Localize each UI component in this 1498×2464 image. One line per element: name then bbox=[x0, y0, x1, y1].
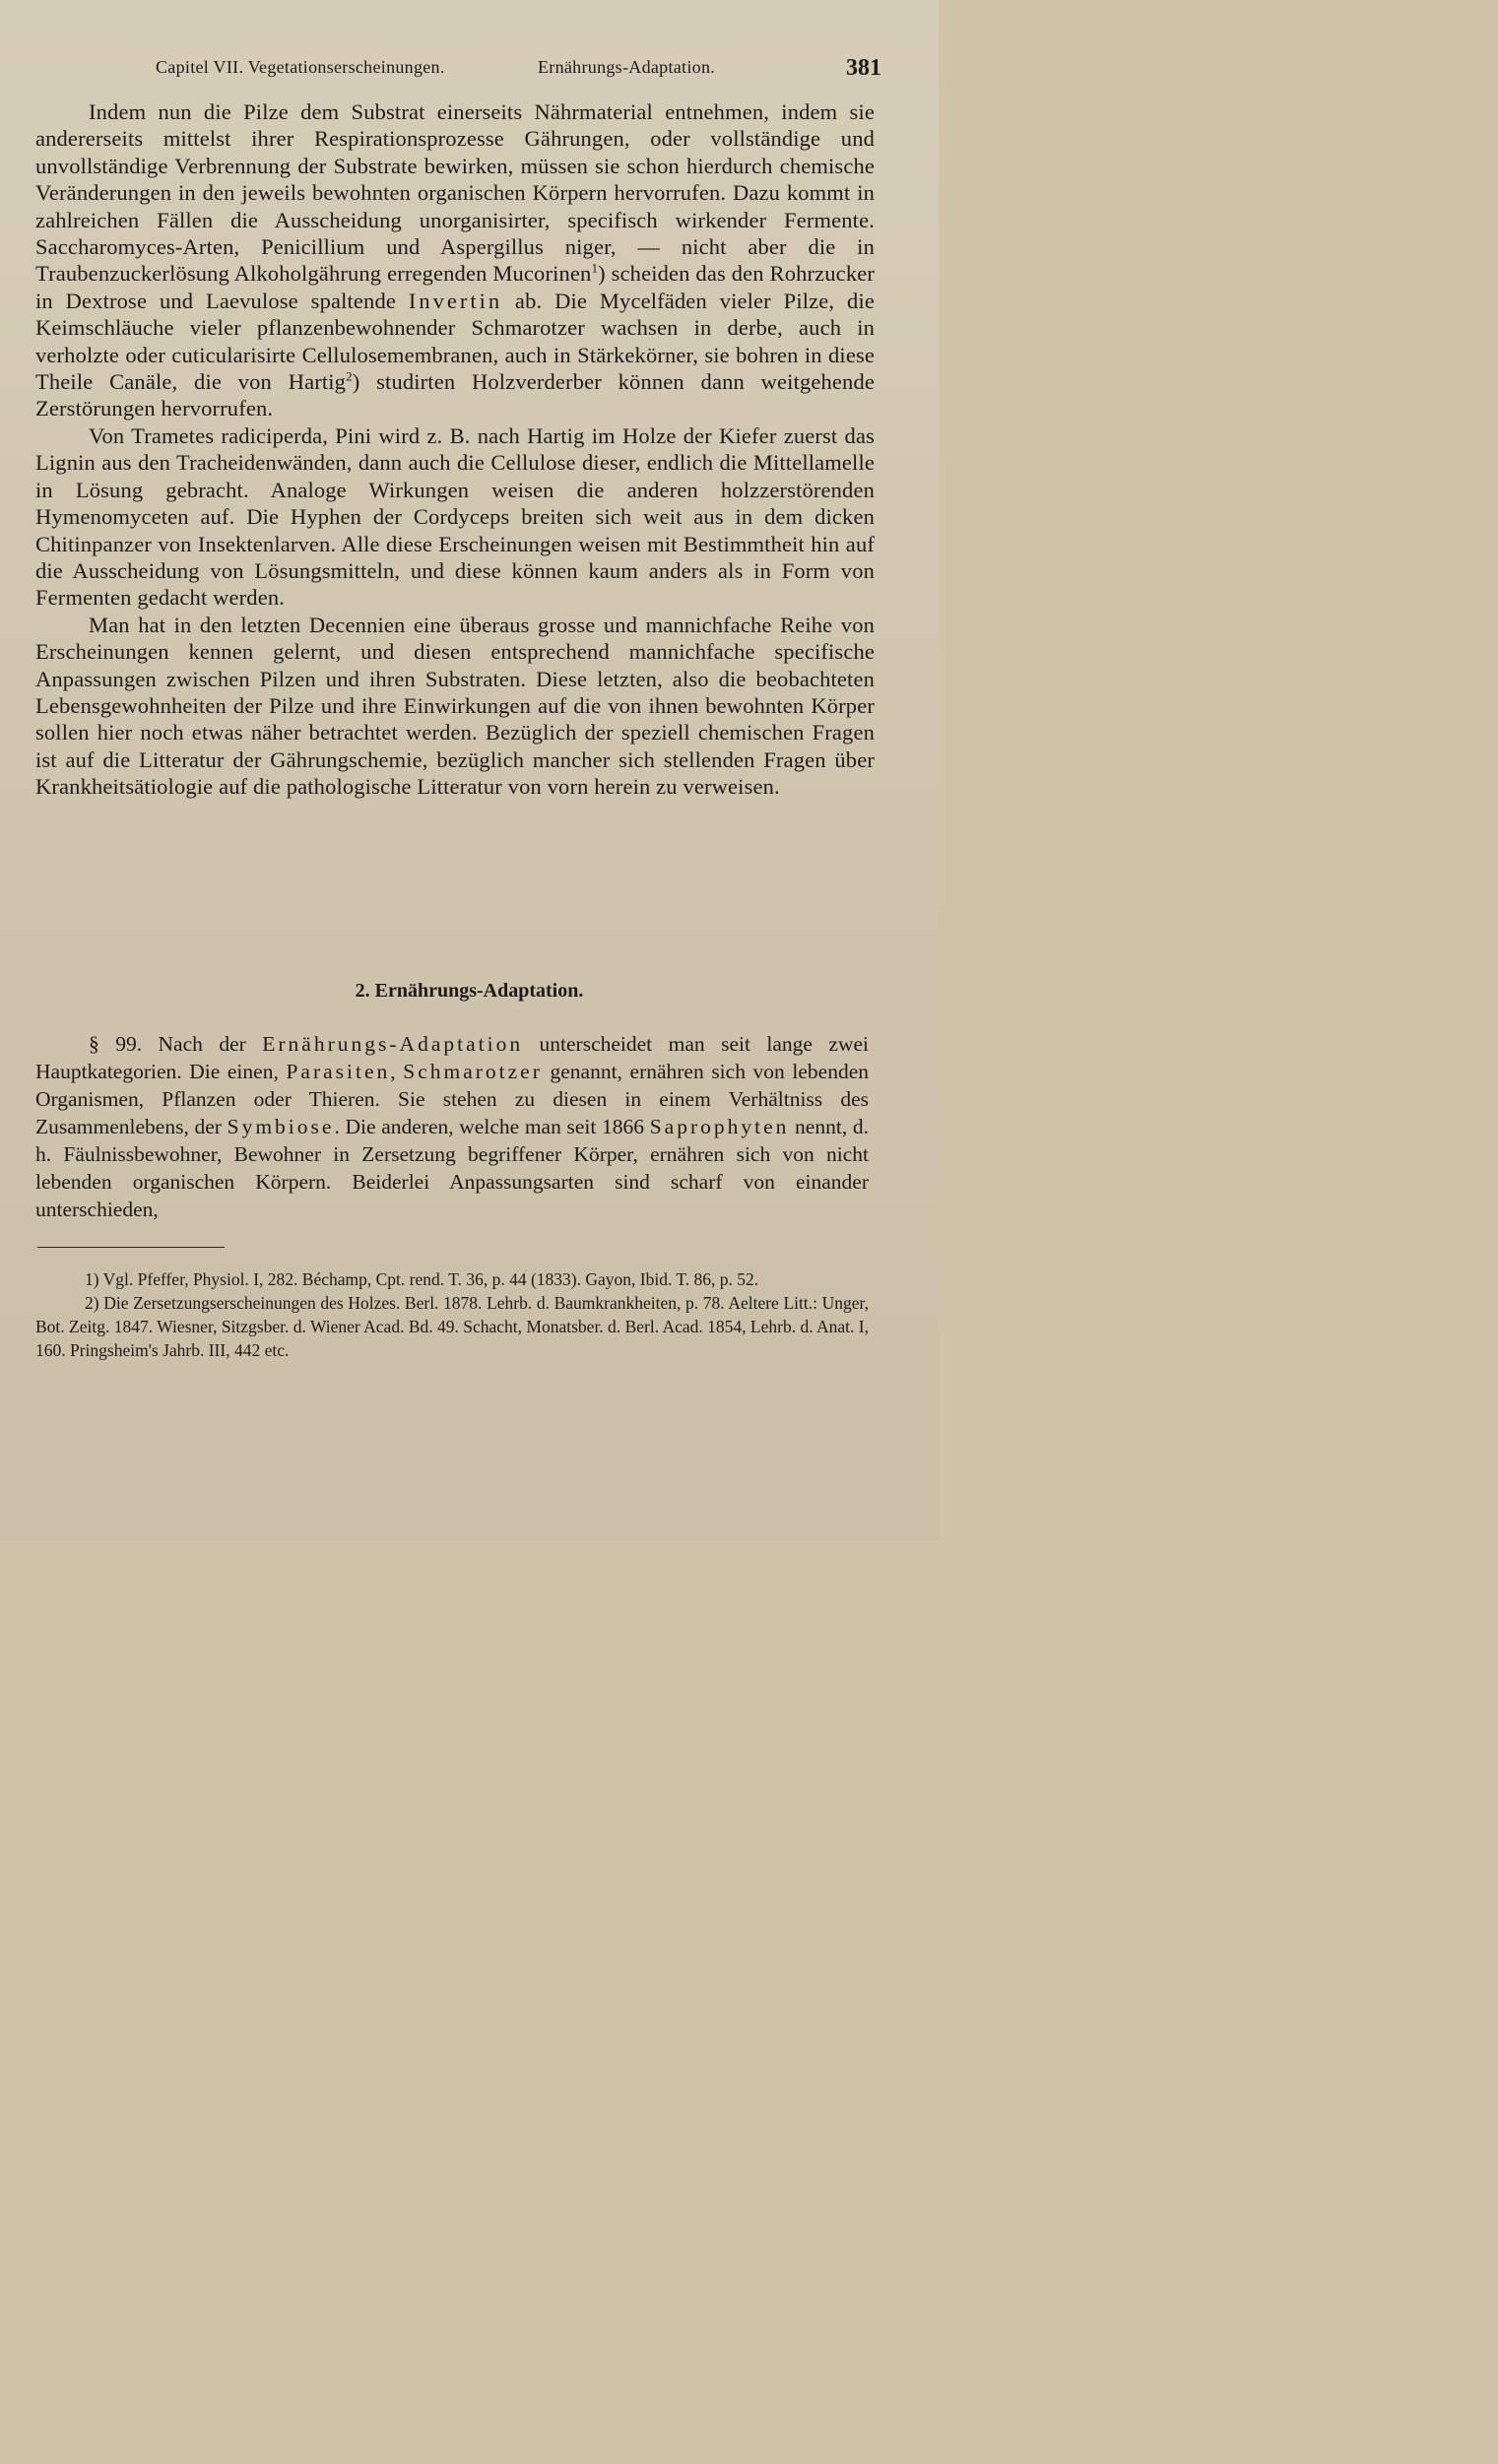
section-text-1: § 99. Nach der bbox=[89, 1032, 263, 1056]
footnote-ref-1: 1 bbox=[591, 260, 599, 276]
paragraph-1-text: Indem nun die Pilze dem Substrat einerseits Nährmaterial entnehmen, indem sie andererseits mittelst ihrer Respirationsprozesse Gährungen, oder vollständige und unvollständige Verbrennung der Substrate bewirken, müssen sie schon hierdurch chemische Veränderungen in den jeweils bewohnten organischen Körpern hervorrufen. Dazu kommt in zahlreichen Fällen die Ausscheidung unorganisirter, specifisch wirkender Fermente. Saccharomyces-Arten, Penicillium und Aspergillus niger, — nicht aber die in Traubenzuckerlösung Alkoholgährung erregenden Mucorinen bbox=[35, 99, 875, 287]
paragraph-2: Von Trametes radiciperda, Pini wird z. B. nach Hartig im Holze der Kiefer zuerst das Lignin aus den Tracheidenwänden, dann auch die Cellulose dieser, endlich die Mittellamelle in Lösung gebracht. Analoge Wirkungen weisen die anderen holzzerstörenden Hymenomyceten auf. Die Hyphen der Cordyceps breiten sich weit aus in dem dicken Chitinpanzer von Insektenlarven. Alle diese Erscheinungen weisen mit Bestimmtheit hin auf die Ausscheidung von Lösungsmitteln, und diese können kaum anders als in Form von Fermenten gedacht werden. bbox=[35, 422, 875, 611]
section-text-3: , bbox=[390, 1060, 404, 1083]
term-parasiten: Parasiten bbox=[286, 1060, 391, 1083]
running-head bbox=[156, 55, 881, 85]
section-heading: 2. Ernährungs-Adaptation. bbox=[355, 980, 584, 1002]
page-number: 381 bbox=[846, 55, 881, 81]
paragraph-1 bbox=[35, 98, 875, 422]
footnote-divider bbox=[37, 1247, 225, 1248]
footnotes bbox=[35, 1267, 869, 1362]
term-saprophyten: Saprophyten bbox=[649, 1115, 790, 1138]
running-head-section: Ernährungs-Adaptation. bbox=[538, 57, 716, 77]
paragraph-3: Man hat in den letzten Decennien eine überaus grosse und mannichfache Reihe von Erscheinungen kennen gelernt, und diesen entsprechend mannichfache specifische Anpassungen zwischen Pilzen und ihren Substraten. Diese letzten, also die beobachteten Lebensgewohnheiten der Pilze und ihre Einwirkungen auf die von ihnen bewohnten Körper sollen hier noch etwas näher betrachtet werden. Bezüglich der speziell chemischen Fragen ist auf die Litteratur der Gährungschemie, bezüglich mancher sich stellenden Fragen über Krankheitsätiologie auf die pathologische Litteratur von vorn herein zu verweisen. bbox=[35, 612, 875, 800]
footnote-ref-2: 2 bbox=[346, 368, 353, 384]
section-text-5: . Die anderen, welche man seit 1866 bbox=[334, 1115, 650, 1138]
paragraph-1-text-d: ) studirten Holzverderber können dann weitgehende Zerstörungen hervorrufen. bbox=[35, 369, 875, 421]
section-text-6: nennt, d. h. Fäulnissbewohner, Bewohner in Zersetzung begriffener Körper, ernähren sich von nicht lebenden organischen Körpern. Beiderlei Anpassungsarten sind scharf von einander unterschieden, bbox=[35, 1115, 869, 1221]
term-ernaehrungs-adaptation: Ernährungs-Adaptation bbox=[262, 1032, 524, 1056]
term-symbiose: Symbiose bbox=[227, 1115, 335, 1138]
section-text-4: genannt, ernähren sich von lebenden Organismen, Pflanzen oder Thieren. Sie stehen zu diesen in einem Verhältniss des Zusammenlebens, der bbox=[35, 1060, 870, 1138]
section-text bbox=[35, 1030, 869, 1223]
section-text-2: unterscheidet man seit lange zwei Hauptkategorien. Die einen, bbox=[35, 1032, 869, 1083]
paragraph-1-text-b: ) scheiden das den Rohrzucker in Dextrose und Laevulose spaltende bbox=[35, 261, 875, 313]
footnote-2: 2) Die Zersetzungserscheinungen des Holzes. Berl. 1878. Lehrb. d. Baumkrankheiten, p. 78. Aeltere Litt.: Unger, Bot. Zeitg. 1847. Wiesner, Sitzgsber. d. Wiener Acad. Bd. 49. Schacht, Monatsber. d. Berl. Acad. 1854, Lehrb. d. Anat. I, 160. Pringsheim's Jahrb. III, 442 etc. bbox=[35, 1293, 869, 1360]
term-schmarotzer: Schmarotzer bbox=[403, 1060, 543, 1083]
section-paragraph bbox=[35, 1030, 869, 1223]
book-page bbox=[0, 0, 939, 1540]
invertin-term: Invertin bbox=[408, 288, 503, 313]
main-text bbox=[35, 98, 875, 801]
footnote-1: 1) Vgl. Pfeffer, Physiol. I, 282. Béchamp, Cpt. rend. T. 36, p. 44 (1833). Gayon, Ibid. T. 86, p. 52. bbox=[85, 1269, 759, 1289]
running-head-chapter: Capitel VII. Vegetationserscheinungen. bbox=[156, 57, 445, 77]
paragraph-1-text-c: ab. Die Mycelfäden vieler Pilze, die Keimschläuche vieler pflanzenbewohnender Schmarotzer wachsen in derbe, auch in verholzte oder cuticularisirte Cellulosemembranen, auch in Stärkekörner, sie bohren in diese Theile Canäle, die von Hartig bbox=[35, 288, 875, 395]
